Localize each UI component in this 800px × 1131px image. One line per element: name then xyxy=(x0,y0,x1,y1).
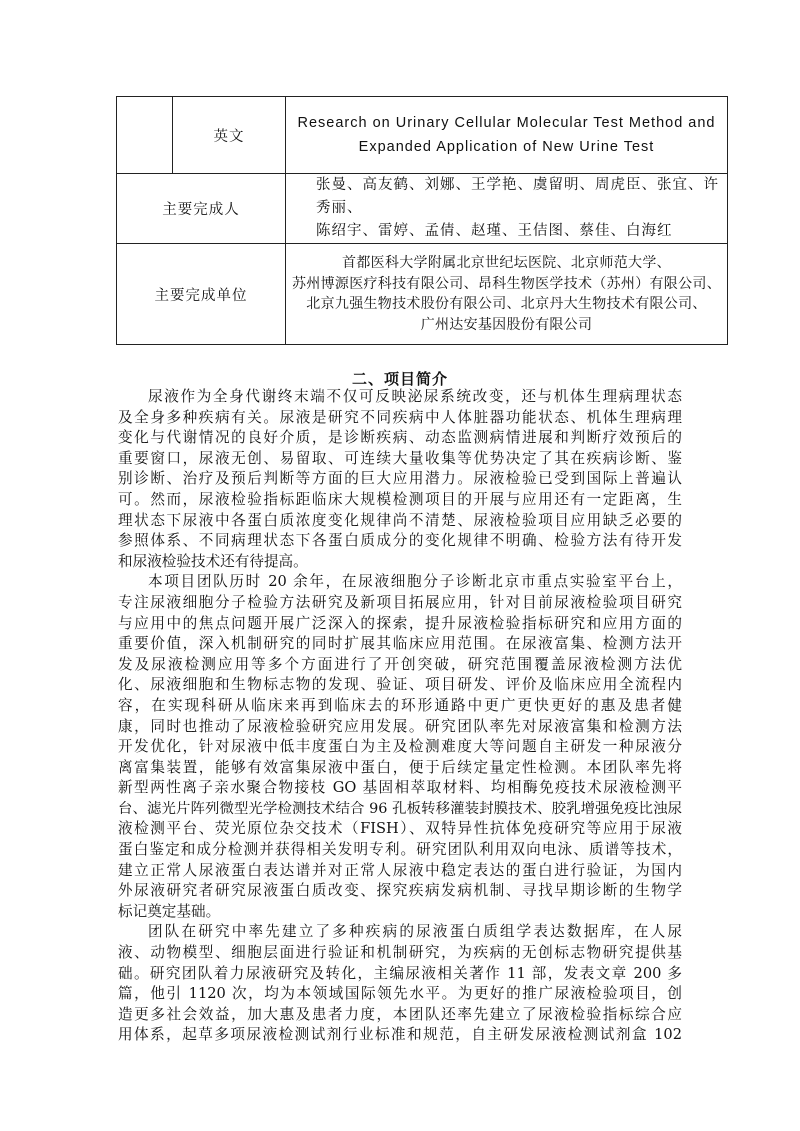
paragraph-line: 台、滤光片阵列微型光学检测技术结合 96 孔板转移灌装封膜技术、胶乳增强免疫比浊尿 xyxy=(118,800,682,817)
units-label: 主要完成单位 xyxy=(117,244,286,345)
paragraph-line: 本项目团队历时 20 余年，在尿液细胞分子诊断北京市重点实验室平台上， xyxy=(148,573,682,591)
paragraph-line: 化、尿液细胞和生物标志物的发现、验证、项目研发、评价及临床应用全流程内 xyxy=(118,676,682,694)
paragraph-line: 别诊断、治疗及预后判断等方面的巨大应用潜力。尿液检验已受到国际上普遍认 xyxy=(118,470,682,488)
english-title-line: Expanded Application of New Urine Test xyxy=(358,139,655,155)
section-title: 二、项目简介 xyxy=(351,370,448,388)
people-row xyxy=(117,174,728,244)
units-row xyxy=(117,244,728,345)
people-line: 陈绍宇、雷婷、孟倩、赵瑾、王佶图、蔡佳、白海红 xyxy=(316,223,673,239)
paragraph-line: 篇，他引 1120 次，均为本领域国际领先水平。为更好的推广尿液检验项目，创 xyxy=(118,985,682,1003)
paragraph xyxy=(118,922,682,1046)
project-info-table xyxy=(116,96,728,345)
paragraph-line: 液检测平台、荧光原位杂交技术（FISH）、双特异性抗体免疫研究等应用于尿液 xyxy=(118,820,682,838)
paragraph-line: 外尿液研究者研究尿液蛋白质改变、探究疾病发病机制、寻找早期诊断的生物学 xyxy=(118,882,682,900)
paragraph-line: 变化与代谢情况的良好介质，是诊断疾病、动态监测病情进展和判断疗效预后的 xyxy=(118,429,682,447)
paragraph-line: 及全身多种疾病有关。尿液是研究不同疾病中人体脏器功能状态、机体生理病理 xyxy=(118,408,682,426)
paragraph-line: 专注尿液细胞分子检验方法研究及新项目拓展应用，针对目前尿液检验项目研究 xyxy=(118,593,682,611)
paragraph-line: 和尿液检验技术还有待提高。 xyxy=(118,552,308,570)
paragraph-line: 液、动物模型、细胞层面进行验证和机制研究，为疾病的无创标志物研究提供基 xyxy=(118,944,682,962)
project-summary xyxy=(118,387,682,1046)
unit-line: 广州达安基因股份有限公司 xyxy=(420,316,593,333)
paragraph-line: 重要窗口，尿液无创、易留取、可连续大量收集等优势决定了其在疾病诊断、鉴 xyxy=(118,449,682,467)
english-title-line: Research on Urinary Cellular Molecular Test Method and xyxy=(297,115,716,131)
people-label: 主要完成人 xyxy=(117,174,286,244)
paragraph-line: 可。然而，尿液检验指标距临床大规模检测项目的开展与应用还有一定距离，生 xyxy=(118,490,682,508)
paragraph-line: 团队在研究中率先建立了多种疾病的尿液蛋白质组学表达数据库，在人尿 xyxy=(148,923,682,941)
paragraph-line: 标记奠定基础。 xyxy=(118,902,221,920)
unit-line: 北京九强生物技术股份有限公司、北京丹大生物技术有限公司、 xyxy=(306,296,707,312)
paragraph-line: 重要价值，深入机制研究的同时扩展其临床应用范围。在尿液富集、检测方法开 xyxy=(118,635,682,653)
english-label: 英文 xyxy=(173,97,286,174)
people-list xyxy=(286,174,728,244)
english-title-row xyxy=(117,97,728,174)
paragraph-line: 建立正常人尿液蛋白表达谱并对正常人尿液中稳定表达的蛋白进行验证，为国内 xyxy=(118,861,682,879)
paragraph-line: 发及尿液检测应用等多个方面进行了开创突破，研究范围覆盖尿液检测方法优 xyxy=(118,655,682,673)
empty-cell xyxy=(117,97,173,174)
paragraph-line: 用体系，起草多项尿液检测试剂行业标准和规范，自主研发尿液检测试剂盒 102 xyxy=(118,1026,682,1044)
units-list xyxy=(286,244,728,345)
unit-line: 首都医科大学附属北京世纪坛医院、北京师范大学、 xyxy=(342,255,671,271)
paragraph-line: 理状态下尿液中各蛋白质浓度变化规律尚不清楚、尿液检验项目应用缺乏必要的 xyxy=(118,511,682,529)
english-title xyxy=(286,97,728,174)
paragraph-line: 础。研究团队着力尿液研究及转化，主编尿液相关著作 11 部，发表文章 200 多 xyxy=(118,964,682,982)
paragraph xyxy=(118,572,682,922)
paragraph-line: 尿液作为全身代谢终末端不仅可反映泌尿系统改变，还与机体生理病理状态 xyxy=(148,388,682,405)
paragraph-line: 造更多社会效益，加大惠及患者力度，本团队还率先建立了尿液检验指标综合应 xyxy=(118,1005,682,1023)
paragraph-line: 新型两性离子亲水聚合物接枝 GO 基固相萃取材料、均相酶免疫技术尿液检测平 xyxy=(118,779,682,797)
paragraph-line: 与应用中的焦点问题开展广泛深入的探索，提升尿液检验指标研究和应用方面的 xyxy=(118,614,682,632)
paragraph-line: 离富集装置，能够有效富集尿液中蛋白，便于后续定量定性检测。本团队率先将 xyxy=(118,758,682,776)
paragraph-line: 开发优化，针对尿液中低丰度蛋白为主及检测难度大等问题自主研发一种尿液分 xyxy=(118,738,682,756)
paragraph-line: 康，同时也推动了尿液检验研究应用发展。研究团队率先对尿液富集和检测方法 xyxy=(118,717,682,735)
paragraph-line: 蛋白鉴定和成分检测并获得相关发明专利。研究团队利用双向电泳、质谱等技术， xyxy=(118,841,682,859)
paragraph xyxy=(118,387,682,572)
unit-line: 苏州博源医疗科技有限公司、昂科生物医学技术（苏州）有限公司、 xyxy=(292,275,721,292)
people-line: 张曼、高友鹤、刘娜、王学艳、虞留明、周虎臣、张宜、许秀丽、 xyxy=(316,177,719,216)
paragraph-line: 参照体系、不同病理状态下各蛋白质成分的变化规律不明确、检验方法有待开发 xyxy=(118,532,682,550)
paragraph-line: 容，在实现科研从临床来再到临床去的环形通路中更广更快更好的惠及患者健 xyxy=(118,696,682,714)
